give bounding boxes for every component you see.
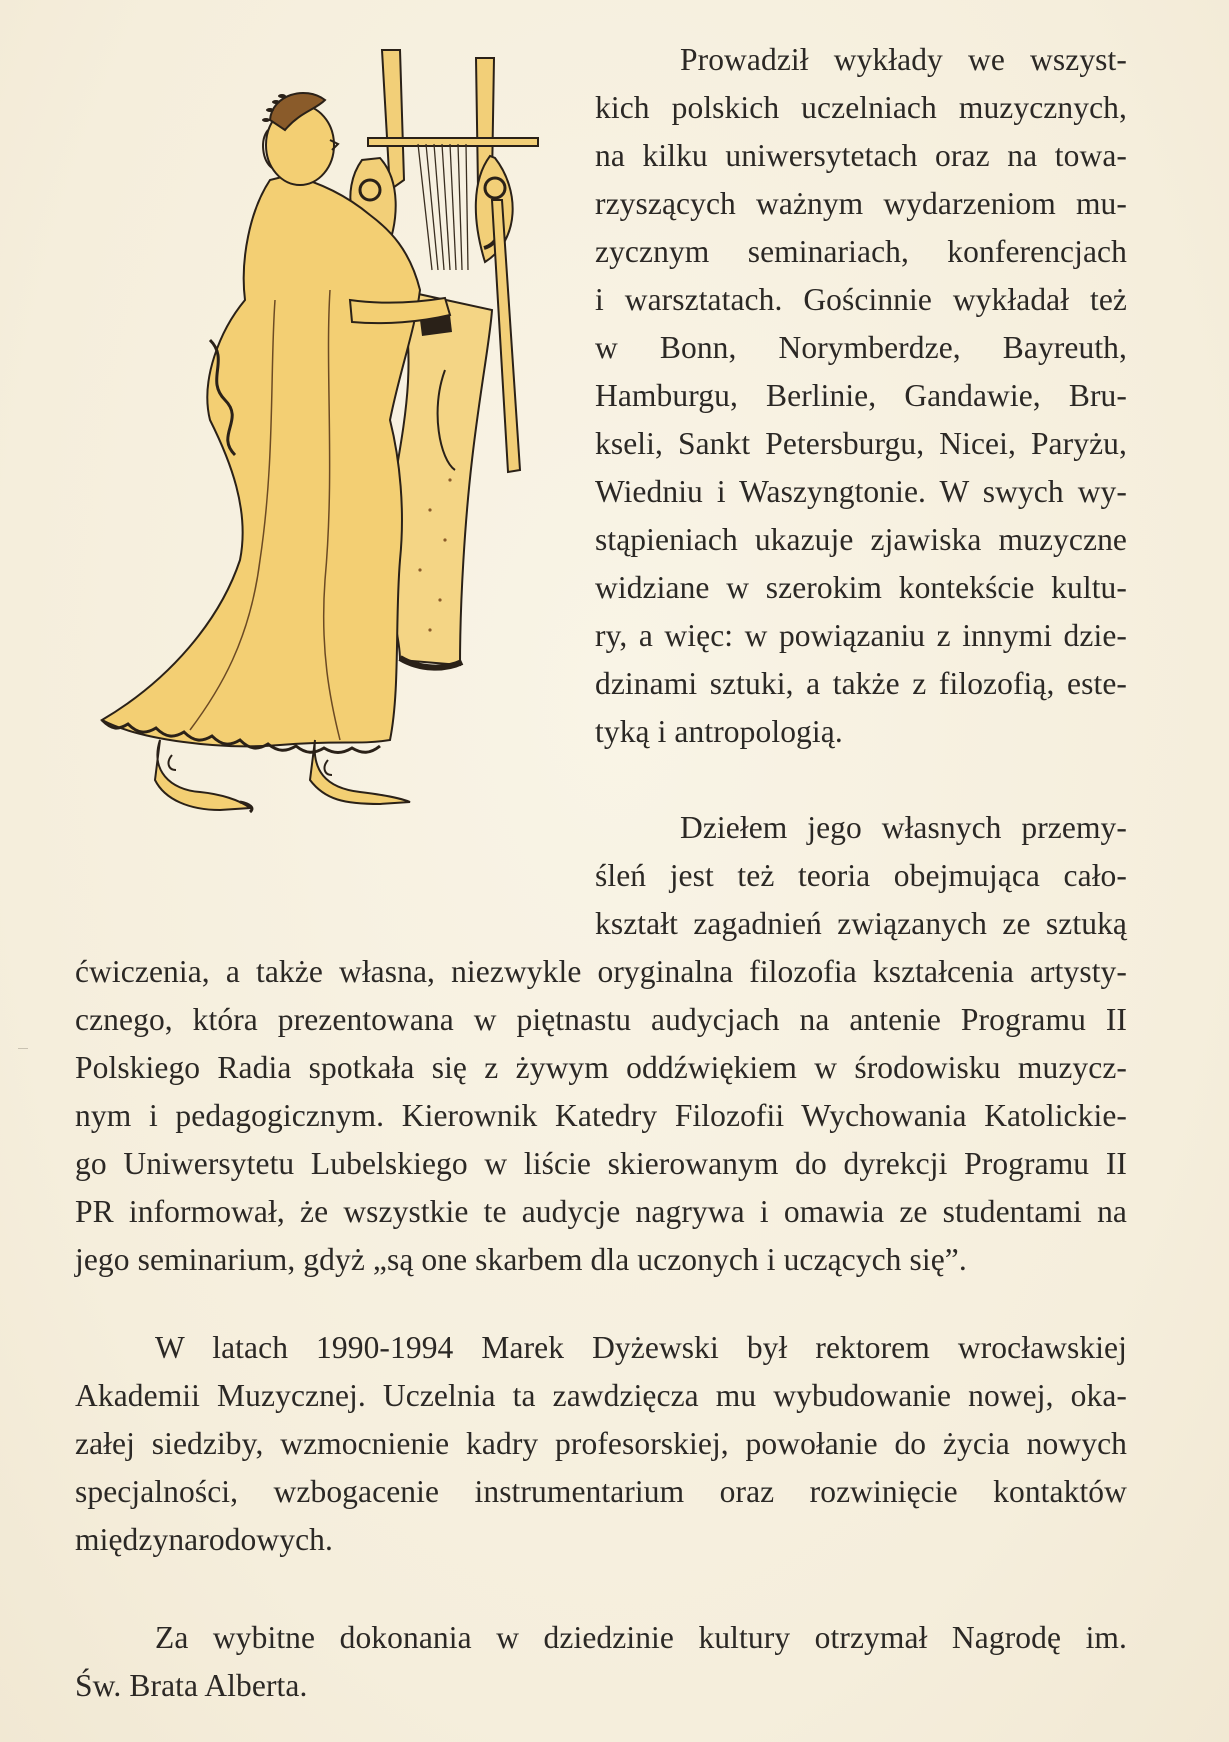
text-line: Św. Brata Alberta. [75,1668,308,1703]
text-line: Za wybitne dokonania w dziedzinie kultury otrzymał Nagrodę im. [155,1620,1127,1655]
text-line: jego seminarium, gdyż „są one skarbem dla uczonych i uczących się”. [75,1242,967,1277]
text-line: załej siedziby, wzmocnienie kadry profesorskiej, powołanie do życia nowych [75,1426,1127,1461]
text-line: Dziełem jego własnych przemy- [680,810,1127,845]
margin-mark [18,1048,28,1049]
text-line: zycznym seminariach, konferencjach [595,234,1127,269]
text-line: Polskiego Radia spotkała się z żywym oddźwiękiem w środowisku muzycz- [75,1050,1127,1085]
text-line: stąpieniach ukazuje zjawiska muzyczne [595,522,1127,557]
text-line: dzinami sztuki, a także z filozofią, este- [595,666,1127,701]
text-line: na kilku uniwersytetach oraz na towa- [595,138,1127,173]
text-line: Prowadził wykłady we wszyst- [680,42,1127,77]
text-line: W latach 1990-1994 Marek Dyżewski był rektorem wrocławskiej [155,1330,1127,1365]
text-line: i warsztatach. Gościnnie wykładał też [595,282,1127,317]
text-line: specjalności, wzbogacenie instrumentarium oraz rozwinięcie kontaktów [75,1474,1127,1509]
text-line: tyką i antropologią. [595,714,843,749]
text-line: rzyszących ważnym wydarzeniom mu- [595,186,1127,221]
text-line: PR informował, że wszystkie te audycje nagrywa i omawia ze studentami na [75,1194,1127,1229]
lyre-player-illustration [100,40,570,910]
text-line: cznego, która prezentowana w piętnastu audycjach na antenie Programu II [75,1002,1127,1037]
text-line: widziane w szerokim kontekście kultu- [595,570,1127,605]
text-line: go Uniwersytetu Lubelskiego w liście skierowanym do dyrekcji Programu II [75,1146,1127,1181]
text-line: ćwiczenia, a także własna, niezwykle oryginalna filozofia kształcenia artysty- [75,954,1127,989]
text-line: w Bonn, Norymberdze, Bayreuth, [595,330,1127,365]
text-line: Akademii Muzycznej. Uczelnia ta zawdzięcza mu wybudowanie nowej, oka- [75,1378,1127,1413]
text-line: kich polskich uczelniach muzycznych, [595,90,1127,125]
text-line: nym i pedagogicznym. Kierownik Katedry Filozofii Wychowania Katolickie- [75,1098,1127,1133]
text-line: kseli, Sankt Petersburgu, Nicei, Paryżu, [595,426,1127,461]
text-line: ry, a więc: w powiązaniu z innymi dzie- [595,618,1127,653]
text-line: śleń jest też teoria obejmująca cało- [595,858,1127,893]
text-line: Hamburgu, Berlinie, Gandawie, Bru- [595,378,1127,413]
text-line: Wiedniu i Waszyngtonie. W swych wy- [595,474,1127,509]
text-line: międzynarodowych. [75,1522,333,1557]
text-line: kształt zagadnień związanych ze sztuką [595,906,1127,941]
